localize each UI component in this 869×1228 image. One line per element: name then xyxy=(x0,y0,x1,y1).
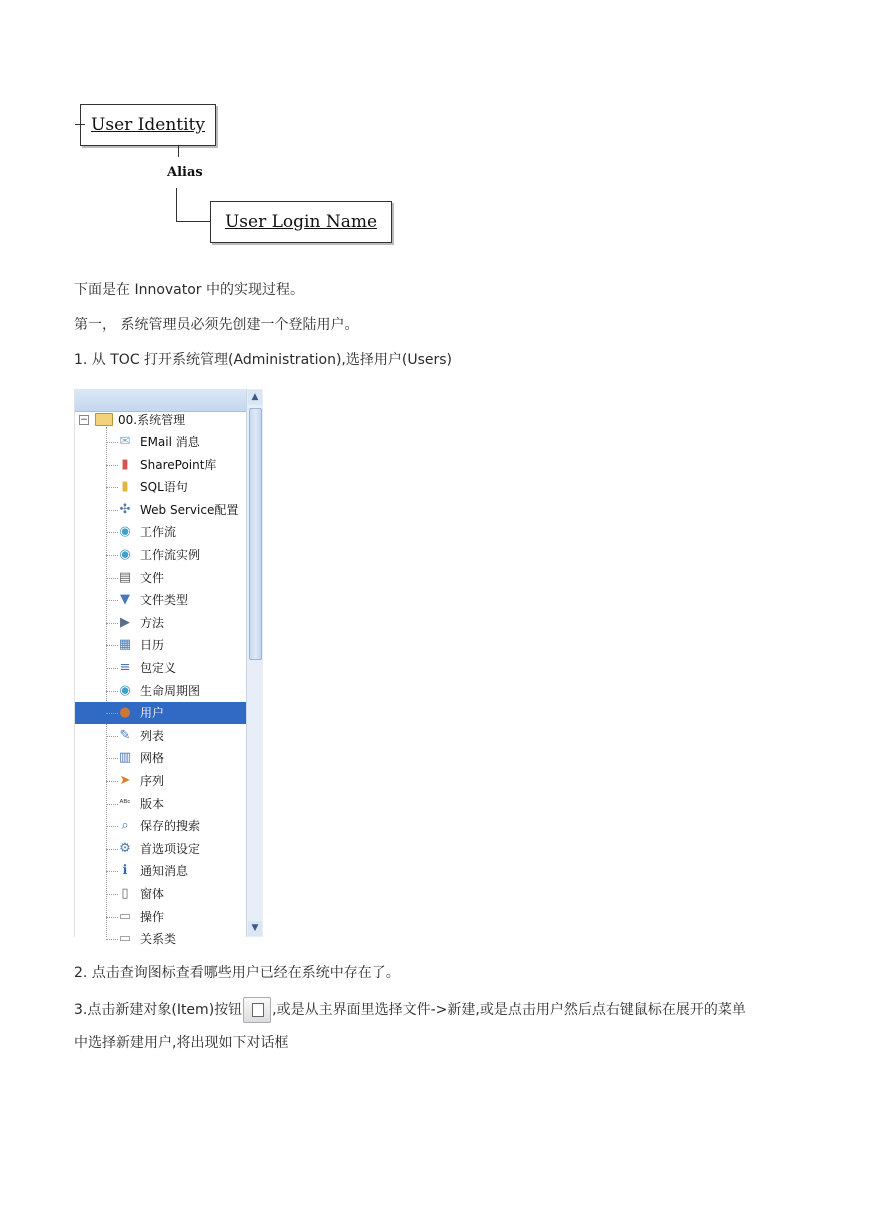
toc-tree-panel xyxy=(74,389,263,947)
tree-root-label: 00.系统管理 xyxy=(118,413,186,427)
method-icon: ▶ xyxy=(120,614,130,630)
sharepoint-icon: ▮ xyxy=(121,456,129,472)
tree-item[interactable] xyxy=(75,883,246,905)
alias-label: Alias xyxy=(167,165,203,180)
action-icon: ▭ xyxy=(118,908,132,924)
tree-item[interactable] xyxy=(75,521,246,543)
scroll-down-icon[interactable]: ▼ xyxy=(248,921,262,936)
email-icon: ✉ xyxy=(119,434,131,449)
user-icon: ● xyxy=(119,705,131,721)
tree-item[interactable] xyxy=(75,634,246,656)
paragraph-step-3 xyxy=(74,997,746,1023)
sequence-icon: ➤ xyxy=(119,773,131,788)
tree-item[interactable] xyxy=(75,499,246,521)
saved-search-icon: ⌕ xyxy=(121,818,129,834)
identity-diagram xyxy=(70,100,410,250)
tree-item[interactable] xyxy=(75,431,246,453)
calendar-icon: ▦ xyxy=(118,637,132,653)
tree-item-label: 列表 xyxy=(140,728,165,743)
tree-scrollbar[interactable] xyxy=(246,389,263,937)
tree-item-label: SQL语句 xyxy=(140,480,188,495)
tree-item-label: 序列 xyxy=(140,774,165,788)
info-icon: ℹ xyxy=(122,863,128,879)
user-login-name-box: User Login Name xyxy=(210,201,392,243)
tree-item[interactable] xyxy=(75,476,246,498)
tree-item-label: 网格 xyxy=(140,751,165,766)
tree-item-label: 版本 xyxy=(140,796,165,811)
tree-item-label: 生命周期图 xyxy=(140,683,201,698)
lifecycle-icon: ◉ xyxy=(119,682,131,698)
tree-item[interactable] xyxy=(75,860,246,882)
tree-item[interactable] xyxy=(75,657,246,679)
scroll-up-icon[interactable]: ▲ xyxy=(248,390,262,405)
tree-item[interactable] xyxy=(75,567,246,589)
tree-item-label: 文件 xyxy=(140,570,165,585)
new-item-button-icon xyxy=(243,997,271,1023)
tree-item[interactable] xyxy=(75,589,246,611)
relationship-icon: ▭ xyxy=(118,931,132,947)
tree-item-label: 文件类型 xyxy=(140,593,189,608)
tree-item[interactable] xyxy=(75,793,246,815)
tree-item-label: Web Service配置 xyxy=(140,502,239,517)
version-icon: ᴬᴮᶜ xyxy=(119,798,131,809)
tree-item-label: SharePoint库 xyxy=(140,457,217,472)
tree-item-label: 操作 xyxy=(140,909,165,924)
tree-item[interactable] xyxy=(75,747,246,769)
list-icon: ✎ xyxy=(119,727,131,743)
package-icon: ≡ xyxy=(119,660,131,675)
paragraph-step-1: 1. 从 TOC 打开系统管理(Administration),选择用户(Users) xyxy=(74,352,452,368)
tree-item-label: 工作流 xyxy=(140,525,177,540)
tree-item[interactable] xyxy=(75,770,246,792)
connector-left xyxy=(75,124,85,125)
grid-icon: ▥ xyxy=(118,750,132,766)
tree-item-label: 保存的搜索 xyxy=(140,819,201,834)
paragraph-step-first: 第一， 系统管理员必须先创建一个登陆用户。 xyxy=(74,317,359,333)
paragraph-intro: 下面是在 Innovator 中的实现过程。 xyxy=(74,282,305,298)
tree-item[interactable] xyxy=(75,612,246,634)
file-type-icon: ▼ xyxy=(120,592,130,608)
tree-item[interactable] xyxy=(75,725,246,747)
user-identity-box: User Identity xyxy=(80,104,216,146)
tree-item[interactable] xyxy=(75,838,246,860)
folder-icon xyxy=(95,413,113,426)
tree-item[interactable] xyxy=(75,454,246,476)
connector-down xyxy=(178,145,179,157)
step-3-text-after: ,或是从主界面里选择文件->新建,或是点击用户然后点右键鼠标在展开的菜单 xyxy=(272,1002,746,1018)
tree-item-label: 窗体 xyxy=(140,887,165,901)
scroll-thumb[interactable] xyxy=(249,408,262,660)
form-icon: ▯ xyxy=(121,886,129,901)
tree-item[interactable] xyxy=(75,815,246,837)
tree-item-label: 用户 xyxy=(140,706,165,721)
file-icon: ▤ xyxy=(118,569,132,585)
preferences-icon: ⚙ xyxy=(119,840,131,856)
tree-item-label: 包定义 xyxy=(140,661,177,675)
web-service-icon: ✣ xyxy=(119,501,131,517)
paragraph-step-2: 2. 点击查询图标查看哪些用户已经在系统中存在了。 xyxy=(74,965,400,981)
tree-item[interactable] xyxy=(75,544,246,566)
step-3-text-before: 3.点击新建对象(Item)按钮 xyxy=(74,1002,243,1018)
tree-item-label: 方法 xyxy=(140,615,165,630)
tree-item[interactable] xyxy=(75,680,246,702)
tree-item-label: 日历 xyxy=(140,638,165,653)
collapse-icon[interactable]: − xyxy=(80,415,88,425)
connector-alias-right xyxy=(176,221,210,222)
database-icon: ▮ xyxy=(121,479,129,495)
tree-item[interactable] xyxy=(75,702,246,724)
tree-item-label: 首选项设定 xyxy=(140,841,201,856)
tree-item-label: 工作流实例 xyxy=(140,548,201,562)
tree-item-label: EMail 消息 xyxy=(140,435,200,449)
workflow-instance-icon: ◉ xyxy=(119,547,131,562)
connector-alias-down xyxy=(176,188,177,221)
tree-item-label: 关系类 xyxy=(140,932,177,947)
tree-item[interactable] xyxy=(75,906,246,928)
paragraph-step-3-cont: 中选择新建用户,将出现如下对话框 xyxy=(74,1035,289,1051)
tree-item-label: 通知消息 xyxy=(140,864,189,879)
tree-item[interactable] xyxy=(75,928,246,950)
tree-root-item[interactable] xyxy=(75,409,246,431)
workflow-icon: ◉ xyxy=(119,524,131,540)
